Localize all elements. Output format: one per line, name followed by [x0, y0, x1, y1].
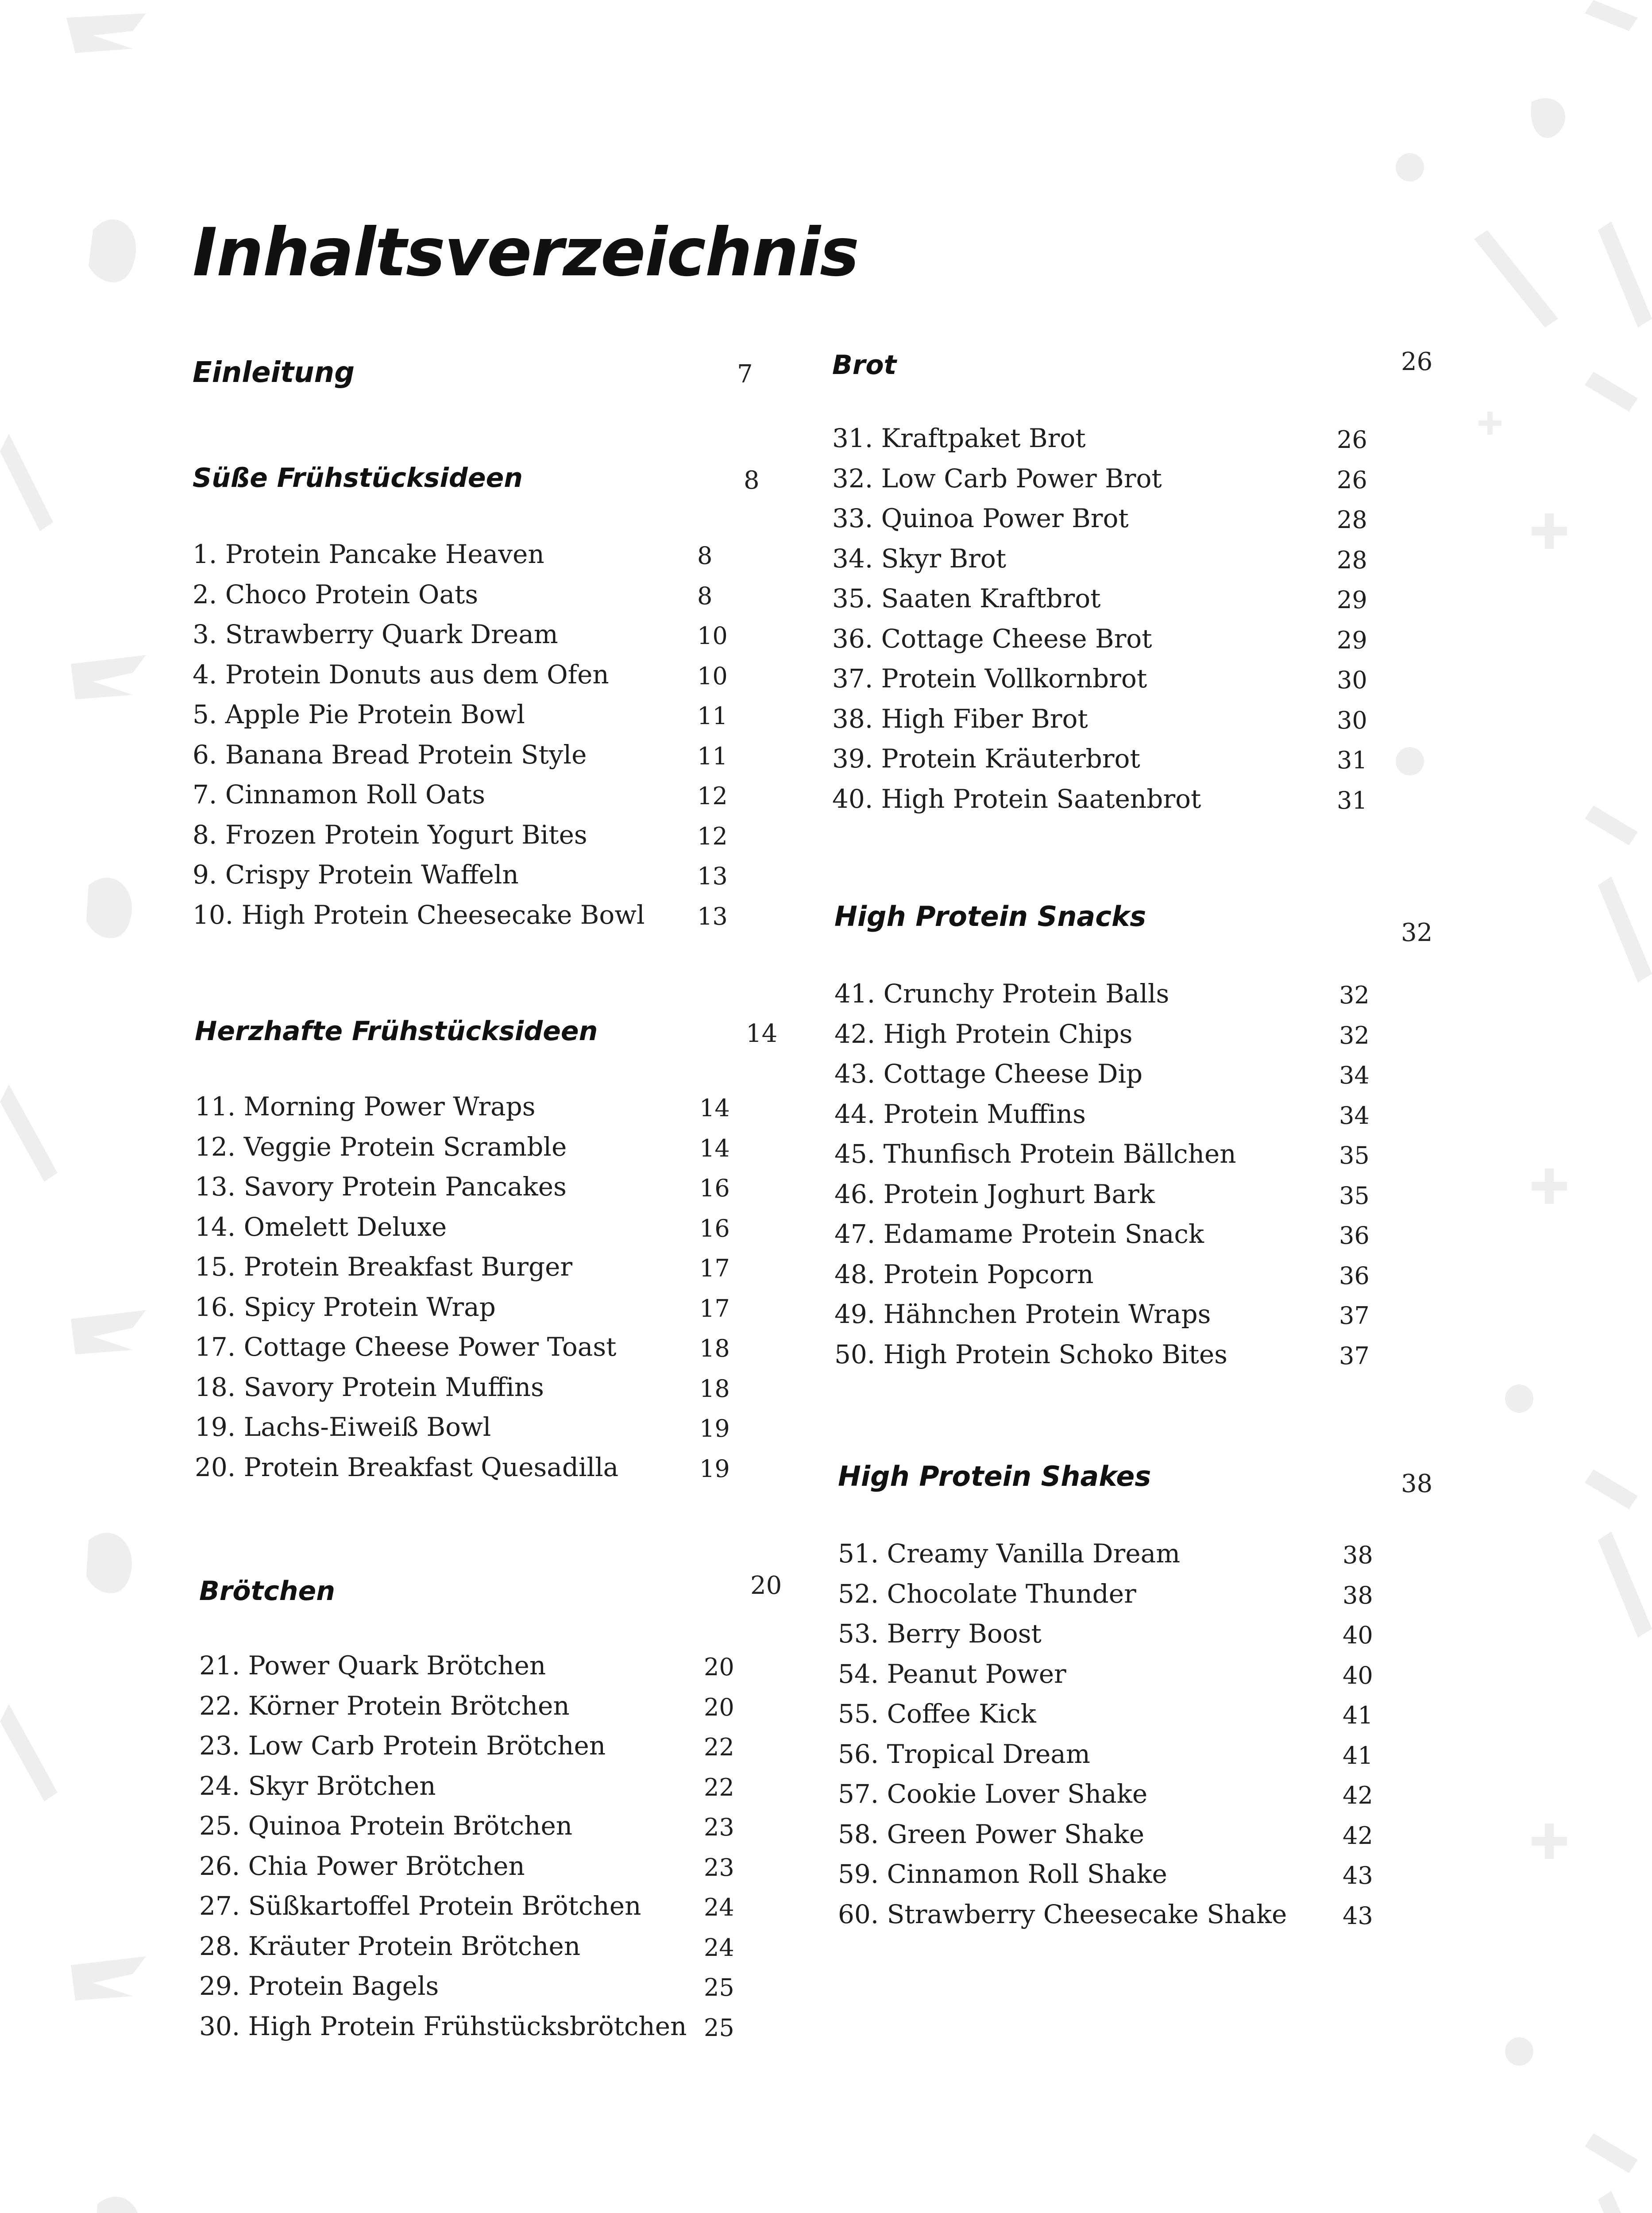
carrot-icon — [1598, 2191, 1652, 2213]
toc-entry-page-number: 23 — [704, 1853, 734, 1881]
toc-entry-page-number: 29 — [1337, 626, 1367, 654]
toc-entry-title: 16. Spicy Protein Wrap — [195, 1292, 496, 1322]
plus-icon — [1532, 1824, 1567, 1859]
toc-entry-page-number: 19 — [699, 1454, 730, 1483]
leaf-icon — [86, 1533, 132, 1593]
toc-entry-title: 45. Thunfisch Protein Bällchen — [834, 1139, 1236, 1169]
carrot-icon — [1585, 2133, 1638, 2173]
leaf-icon — [89, 220, 136, 282]
toc-entry-title: 20. Protein Breakfast Quesadilla — [195, 1452, 619, 1482]
section-page-number: 8 — [744, 466, 760, 495]
plus-icon — [1532, 1168, 1567, 1204]
toc-entry-title: 12. Veggie Protein Scramble — [195, 1131, 567, 1162]
toc-entry-title: 32. Low Carb Power Brot — [832, 463, 1162, 493]
toc-entry-title: 40. High Protein Saatenbrot — [832, 783, 1201, 814]
toc-entry-page-number: 36 — [1339, 1261, 1370, 1290]
toc-entry-title: 49. Hähnchen Protein Wraps — [834, 1299, 1211, 1329]
toc-entry-page-number: 29 — [1337, 586, 1367, 614]
section-title: Süße Frühstücksideen — [193, 463, 523, 493]
toc-entry-title: 28. Kräuter Protein Brötchen — [199, 1931, 581, 1961]
section-page-number: 26 — [1401, 347, 1433, 376]
toc-entry-title: 56. Tropical Dream — [838, 1739, 1090, 1769]
toc-entry-title: 53. Berry Boost — [838, 1619, 1042, 1649]
toc-entry-page-number: 25 — [704, 2013, 734, 2042]
toc-entry-page-number: 32 — [1339, 981, 1370, 1009]
toc-entry-page-number: 41 — [1343, 1741, 1373, 1770]
toc-entry-page-number: 19 — [699, 1415, 730, 1442]
toc-entry-page-number: 31 — [1337, 746, 1367, 774]
toc-entry-title: 59. Cinnamon Roll Shake — [838, 1859, 1167, 1889]
toc-entry-page-number: 30 — [1337, 706, 1367, 734]
toc-entry-title: 2. Choco Protein Oats — [193, 579, 479, 609]
dot-icon — [1505, 2037, 1533, 2066]
section-page-number: 32 — [1401, 918, 1433, 947]
toc-entry-page-number: 42 — [1343, 1781, 1373, 1809]
section-title: Brötchen — [199, 1576, 335, 1607]
toc-entry-title: 27. Süßkartoffel Protein Brötchen — [199, 1891, 641, 1921]
toc-entry-title: 22. Körner Protein Brötchen — [199, 1690, 570, 1721]
toc-entry-title: 55. Coffee Kick — [838, 1699, 1036, 1729]
toc-entry-page-number: 17 — [699, 1294, 730, 1322]
section-page-number: 38 — [1401, 1469, 1433, 1498]
section-page-number: 14 — [746, 1019, 778, 1048]
toc-entry-page-number: 10 — [697, 662, 728, 690]
toc-entry-title: 57. Cookie Lover Shake — [838, 1779, 1148, 1809]
toc-entry-title: 37. Protein Vollkornbrot — [832, 663, 1147, 694]
toc-entry-title: 39. Protein Kräuterbrot — [832, 744, 1140, 774]
toc-entry-page-number: 23 — [704, 1813, 734, 1841]
toc-entry-title: 8. Frozen Protein Yogurt Bites — [193, 819, 587, 850]
chevron-icon — [66, 13, 146, 53]
toc-entry-title: 21. Power Quark Brötchen — [199, 1650, 546, 1681]
toc-entry-title: 35. Saaten Kraftbrot — [832, 583, 1101, 613]
toc-entry-page-number: 40 — [1343, 1621, 1373, 1649]
toc-entry-title: 18. Savory Protein Muffins — [195, 1372, 544, 1402]
chevron-icon — [71, 1310, 146, 1354]
toc-entry-title: 9. Crispy Protein Waffeln — [193, 860, 519, 890]
toc-entry-title: 36. Cottage Cheese Brot — [832, 623, 1152, 654]
toc-entry-page-number: 16 — [699, 1214, 730, 1242]
carrot-icon — [1585, 372, 1638, 412]
toc-entry-page-number: 38 — [1343, 1581, 1373, 1609]
toc-entry-page-number: 11 — [697, 742, 728, 770]
toc-entry-page-number: 18 — [699, 1334, 730, 1362]
chevron-icon — [71, 1956, 146, 2001]
toc-entry-title: 34. Skyr Brot — [832, 543, 1007, 574]
toc-entry-page-number: 13 — [697, 862, 728, 890]
toc-entry-page-number: 40 — [1343, 1661, 1373, 1689]
toc-entry-page-number: 11 — [697, 702, 728, 730]
carrot-icon — [1598, 876, 1652, 983]
toc-entry-title: 41. Crunchy Protein Balls — [834, 979, 1170, 1009]
carrot-icon — [1585, 0, 1638, 31]
toc-entry-title: 23. Low Carb Protein Brötchen — [199, 1731, 606, 1761]
toc-entry-page-number: 8 — [697, 542, 713, 570]
toc-entry-title: 43. Cottage Cheese Dip — [834, 1059, 1143, 1089]
carrot-icon — [1474, 230, 1558, 328]
toc-entry-page-number: 22 — [704, 1733, 734, 1761]
toc-entry-title: 33. Quinoa Power Brot — [832, 503, 1129, 533]
toc-entry-title: 10. High Protein Cheesecake Bowl — [193, 899, 645, 930]
toc-entry-title: 29. Protein Bagels — [199, 1971, 439, 2001]
carrot-icon — [0, 1704, 58, 1801]
toc-entry-title: 25. Quinoa Protein Brötchen — [199, 1811, 573, 1841]
toc-entry-page-number: 41 — [1343, 1701, 1373, 1729]
plus-icon — [1478, 412, 1501, 435]
chevron-icon — [71, 655, 146, 699]
toc-entry-title: 4. Protein Donuts aus dem Ofen — [193, 659, 609, 690]
carrot-icon — [1598, 1531, 1652, 1638]
toc-entry-title: 38. High Fiber Brot — [832, 703, 1088, 734]
toc-entry-page-number: 22 — [704, 1773, 734, 1801]
toc-entry-title: 26. Chia Power Brötchen — [199, 1851, 525, 1881]
carrot-icon — [1585, 806, 1638, 845]
toc-entry-title: 46. Protein Joghurt Bark — [834, 1179, 1155, 1209]
toc-entry-page-number: 24 — [704, 1933, 734, 1962]
toc-entry-title: 42. High Protein Chips — [834, 1018, 1133, 1049]
toc-entry-page-number: 35 — [1339, 1181, 1370, 1210]
toc-entry-page-number: 37 — [1339, 1302, 1370, 1330]
toc-entry-page-number: 26 — [1337, 426, 1367, 454]
dot-icon — [1396, 153, 1424, 181]
toc-entry-title: 51. Creamy Vanilla Dream — [838, 1538, 1181, 1569]
toc-entry-page-number: 10 — [697, 622, 728, 650]
dot-icon — [1396, 747, 1424, 775]
toc-entry-page-number: 24 — [704, 1893, 734, 1921]
section-title: Einleitung — [193, 356, 355, 389]
toc-entry-title: 44. Protein Muffins — [834, 1099, 1086, 1129]
carrot-icon — [0, 1084, 58, 1182]
section-page-number: 7 — [737, 360, 753, 389]
toc-entry-page-number: 30 — [1337, 666, 1367, 694]
toc-entry-page-number: 14 — [699, 1094, 730, 1122]
toc-entry-page-number: 12 — [697, 822, 728, 850]
toc-entry-page-number: 28 — [1337, 546, 1367, 574]
toc-entry-title: 5. Apple Pie Protein Bowl — [193, 699, 525, 729]
toc-entry-title: 7. Cinnamon Roll Oats — [193, 779, 486, 810]
toc-entry-title: 60. Strawberry Cheesecake Shake — [838, 1899, 1287, 1929]
dot-icon — [1505, 1384, 1533, 1413]
toc-entry-page-number: 12 — [697, 782, 728, 810]
toc-entry-title: 52. Chocolate Thunder — [838, 1578, 1136, 1609]
toc-entry-page-number: 14 — [699, 1134, 730, 1162]
section-title: High Protein Shakes — [838, 1460, 1151, 1492]
toc-entry-page-number: 20 — [704, 1653, 734, 1681]
toc-entry-title: 17. Cottage Cheese Power Toast — [195, 1332, 617, 1362]
page-title: Inhaltsverzeichnis — [193, 214, 859, 291]
toc-entry-title: 58. Green Power Shake — [838, 1819, 1145, 1849]
plus-icon — [1532, 513, 1567, 549]
section-title: Brot — [832, 350, 897, 381]
toc-entry-title: 54. Peanut Power — [838, 1658, 1066, 1689]
toc-entry-title: 47. Edamame Protein Snack — [834, 1219, 1204, 1249]
toc-entry-page-number: 28 — [1337, 506, 1367, 534]
toc-entry-title: 19. Lachs-Eiweiß Bowl — [195, 1412, 491, 1442]
toc-entry-title: 1. Protein Pancake Heaven — [193, 539, 544, 569]
toc-entry-page-number: 34 — [1339, 1061, 1370, 1089]
toc-entry-page-number: 43 — [1343, 1901, 1373, 1930]
toc-entry-page-number: 25 — [704, 1974, 734, 2001]
leaf-icon — [86, 878, 132, 938]
carrot-icon — [1585, 1469, 1638, 1509]
toc-entry-page-number: 16 — [699, 1174, 730, 1202]
toc-entry-title: 13. Savory Protein Pancakes — [195, 1172, 567, 1202]
toc-entry-page-number: 18 — [699, 1374, 730, 1403]
leaf-icon — [95, 2197, 141, 2213]
carrot-icon — [0, 434, 53, 531]
toc-entry-title: 14. Omelett Deluxe — [195, 1211, 447, 1242]
toc-entry-title: 24. Skyr Brötchen — [199, 1770, 436, 1801]
toc-entry-page-number: 13 — [697, 902, 728, 930]
toc-entry-page-number: 43 — [1343, 1862, 1373, 1889]
toc-entry-page-number: 35 — [1339, 1141, 1370, 1169]
toc-entry-title: 48. Protein Popcorn — [834, 1259, 1094, 1289]
toc-entry-page-number: 26 — [1337, 466, 1367, 494]
toc-entry-page-number: 32 — [1339, 1021, 1370, 1049]
section-title: Herzhafte Frühstücksideen — [195, 1016, 598, 1047]
leaf-icon — [1531, 98, 1565, 138]
section-page-number: 20 — [750, 1571, 782, 1600]
toc-entry-page-number: 17 — [699, 1254, 730, 1282]
toc-entry-page-number: 31 — [1337, 786, 1367, 814]
section-title: High Protein Snacks — [834, 900, 1146, 933]
toc-entry-title: 50. High Protein Schoko Bites — [834, 1339, 1227, 1369]
toc-entry-page-number: 36 — [1339, 1222, 1370, 1249]
toc-entry-page-number: 34 — [1339, 1101, 1370, 1130]
toc-entry-title: 31. Kraftpaket Brot — [832, 423, 1086, 453]
toc-entry-page-number: 42 — [1343, 1821, 1373, 1850]
toc-entry-title: 15. Protein Breakfast Burger — [195, 1252, 573, 1282]
toc-entry-title: 30. High Protein Frühstücksbrötchen — [199, 2011, 687, 2041]
toc-entry-page-number: 20 — [704, 1693, 734, 1721]
toc-entry-title: 6. Banana Bread Protein Style — [193, 739, 587, 770]
toc-entry-title: 11. Morning Power Wraps — [195, 1091, 536, 1122]
toc-entry-page-number: 8 — [697, 582, 713, 610]
toc-entry-page-number: 37 — [1339, 1342, 1370, 1370]
toc-entry-title: 3. Strawberry Quark Dream — [193, 619, 558, 649]
carrot-icon — [1598, 221, 1652, 328]
toc-entry-page-number: 38 — [1343, 1541, 1373, 1569]
